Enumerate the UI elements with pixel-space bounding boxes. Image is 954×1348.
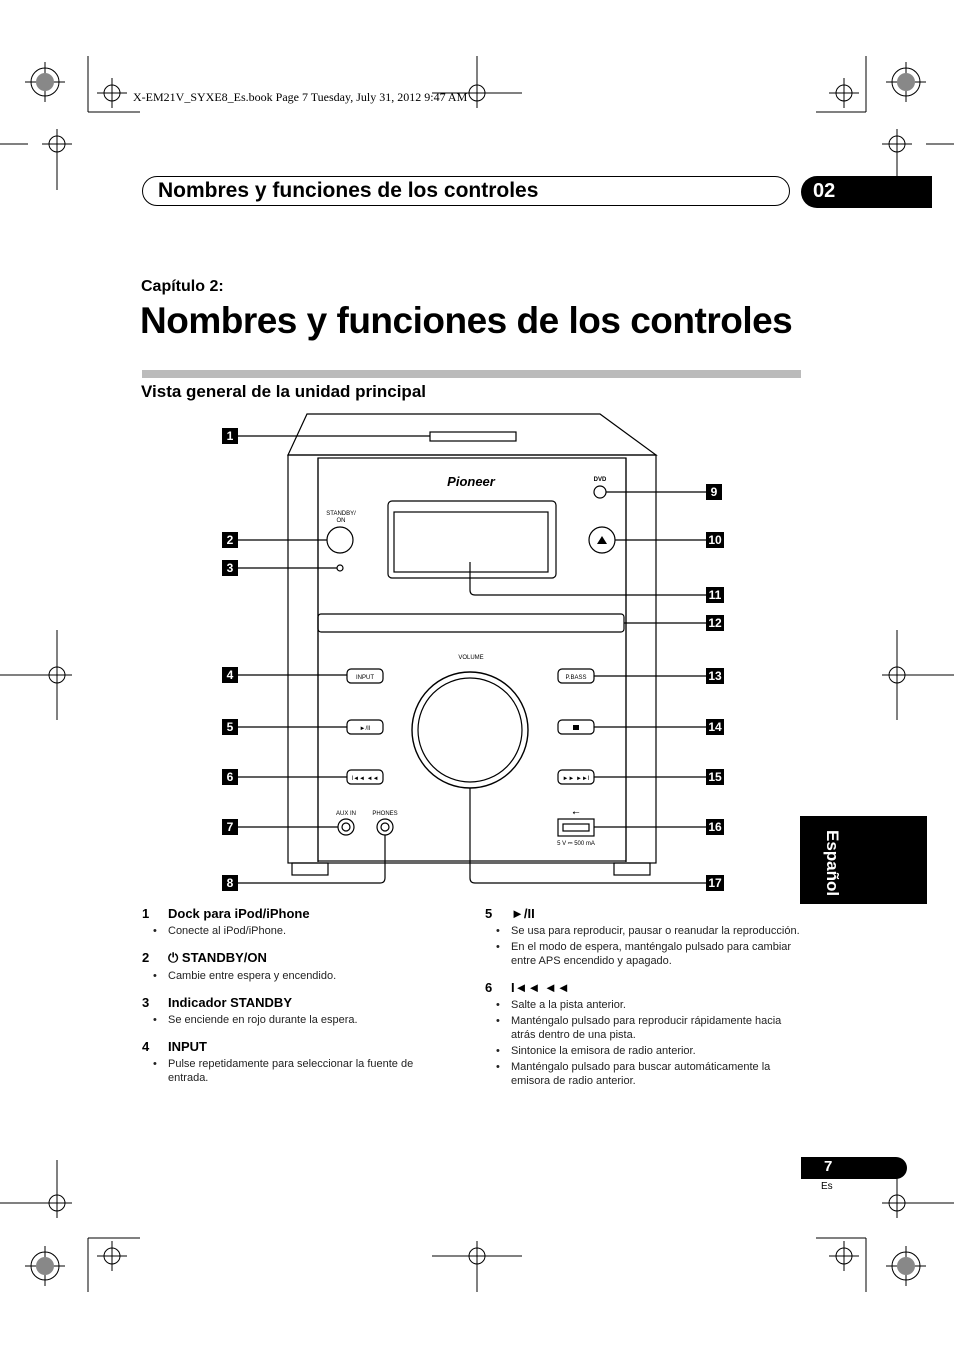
page-title: Nombres y funciones de los controles <box>140 300 793 341</box>
callout-14: 14 <box>706 719 724 735</box>
item-number: 6 <box>485 980 493 995</box>
item-number: 3 <box>142 995 150 1010</box>
item-2 <box>142 950 442 983</box>
svg-text:5 V ⎓ 500 mA <box>557 841 595 847</box>
volume-label: VOLUME <box>458 655 484 661</box>
svg-text:P.BASS <box>566 675 587 681</box>
svg-text:INPUT <box>356 675 374 681</box>
item-bullet: • Cambie entre espera y encendido. <box>142 969 442 983</box>
svg-text:►/II <box>360 726 371 732</box>
item-title: ►/II <box>511 906 535 921</box>
svg-text:AUX IN <box>336 811 356 817</box>
callout-15: 15 <box>706 769 724 785</box>
callout-8: 8 <box>222 875 238 891</box>
item-title: I◄◄ ◄◄ <box>511 980 570 995</box>
items-right-column <box>485 906 803 1100</box>
callout-9: 9 <box>706 484 722 500</box>
aux-in-label: AUX IN <box>335 811 357 817</box>
callout-17: 17 <box>706 875 724 891</box>
disc-slot <box>318 614 624 632</box>
next-label: ►► ►►I <box>562 776 590 782</box>
item-title: ⏻ STANDBY/ON <box>168 950 267 965</box>
usb-spec-label: 5 V ⎓ 500 mA <box>557 841 595 847</box>
dock-slot <box>430 432 516 441</box>
top-panel <box>288 414 656 455</box>
item-bullet: • Manténgalo pulsado para reproducir rápidamente hacia atrás dentro de una pista. <box>485 1014 803 1042</box>
item-5 <box>485 906 803 968</box>
standby-indicator <box>337 565 343 571</box>
header-title: Nombres y funciones de los controles <box>158 179 539 202</box>
item-bullet: • Sintonice la emisora de radio anterior. <box>485 1044 803 1058</box>
callout-4: 4 <box>222 667 238 683</box>
callout-7: 7 <box>222 819 238 835</box>
page-number-pill <box>801 1157 907 1179</box>
item-bullet: • Conecte al iPod/iPhone. <box>142 924 442 938</box>
item-6 <box>485 980 803 1088</box>
standby-label-1: STANDBY/ <box>326 511 356 517</box>
svg-text:PHONES <box>372 811 397 817</box>
chapter-label: Capítulo 2: <box>141 278 224 295</box>
item-4 <box>142 1039 442 1085</box>
item-bullet: • Se usa para reproducir, pausar o reanudar la reproducción. <box>485 924 803 938</box>
section-title: Vista general de la unidad principal <box>141 382 426 401</box>
callout-13: 13 <box>706 668 724 684</box>
chapter-number: 02 <box>813 180 836 202</box>
svg-text:STANDBY/ON <box>326 511 356 524</box>
item-1 <box>142 906 442 938</box>
item-title: Dock para iPod/iPhone <box>168 906 310 921</box>
item-bullet: • Salte a la pista anterior. <box>485 998 803 1012</box>
standby-label-2: ON <box>336 518 346 524</box>
item-title: Indicador STANDBY <box>168 995 292 1010</box>
brand-logo: Pioneer <box>447 474 495 489</box>
usb-icon: ⭠ <box>572 808 580 818</box>
svg-text:I◄◄ ◄◄ <box>351 776 378 782</box>
item-bullet: • Manténgalo pulsado para buscar automáticamente la emisora de radio anterior. <box>485 1060 803 1088</box>
item-bullet: • Pulse repetidamente para seleccionar la fuente de entrada. <box>142 1057 442 1085</box>
callout-1: 1 <box>222 428 238 444</box>
phones-label: PHONES <box>372 811 398 817</box>
callout-16: 16 <box>706 819 724 835</box>
aux-in-jack <box>338 819 354 835</box>
prev-label: I◄◄ ◄◄ <box>351 776 379 782</box>
callout-11: 11 <box>706 587 724 603</box>
item-title: INPUT <box>168 1039 207 1054</box>
item-bullet: • Se enciende en rojo durante la espera. <box>142 1013 442 1027</box>
item-number: 4 <box>142 1039 150 1054</box>
page-number: 7 <box>824 1158 833 1175</box>
item-number: 2 <box>142 950 150 965</box>
phones-jack <box>377 819 393 835</box>
input-button-label: INPUT <box>356 675 374 681</box>
callout-6: 6 <box>222 769 238 785</box>
items-left-column <box>142 906 442 1097</box>
callout-12: 12 <box>706 615 724 631</box>
callout-5: 5 <box>222 719 238 735</box>
volume-knob <box>412 672 528 788</box>
svg-text:►► ►►I <box>562 776 589 782</box>
item-number: 5 <box>485 906 493 921</box>
item-bullet: • En el modo de espera, manténgalo pulsado para cambiar entre APS encendido y apagado. <box>485 940 803 968</box>
callout-2: 2 <box>222 532 238 548</box>
svg-text:VOLUME <box>458 655 483 661</box>
item-3 <box>142 995 442 1027</box>
page-language: Es <box>821 1181 833 1192</box>
pbass-button-label: P.BASS <box>565 675 587 681</box>
standby-button <box>327 527 353 553</box>
play-pause-label: ►/II <box>359 726 371 732</box>
item-number: 1 <box>142 906 150 921</box>
dvd-logo: DVD <box>593 477 607 483</box>
book-line: X-EM21V_SYXE8_Es.book Page 7 Tuesday, July 31, 2012 9:47 AM <box>133 90 468 104</box>
svg-text:Pioneer <box>447 474 496 489</box>
callout-3: 3 <box>222 560 238 576</box>
svg-text:DVD <box>594 477 607 483</box>
language-tab-label: Español <box>823 830 842 897</box>
callout-10: 10 <box>706 532 724 548</box>
